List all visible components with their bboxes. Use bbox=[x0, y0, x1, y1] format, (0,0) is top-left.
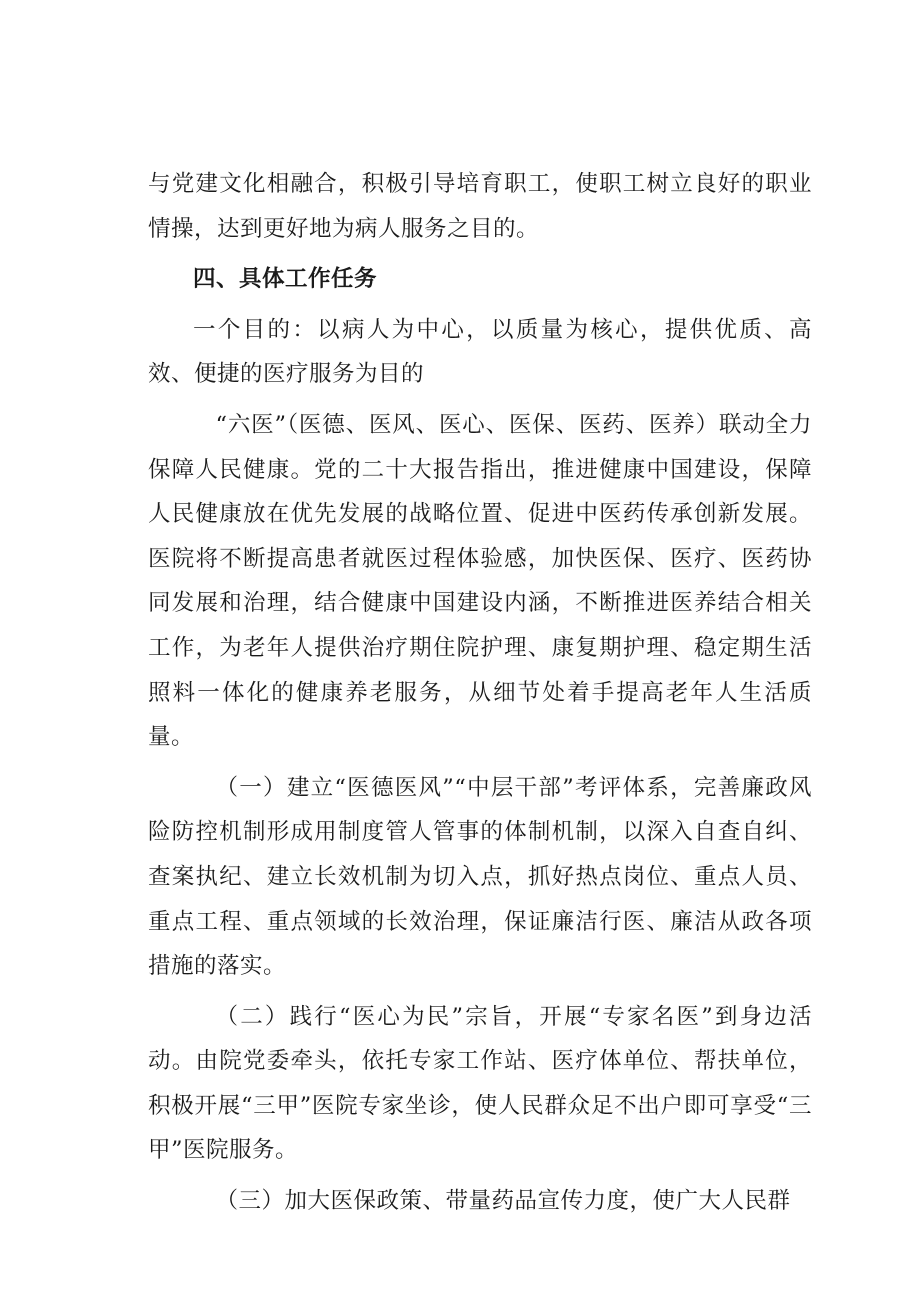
document-body bbox=[148, 162, 812, 1224]
paragraph-item-2: （二）践行“医心为民”宗旨，开展“专家名医”到身边活动。由院党委牵头，依托专家工作站、医疗体单位、帮扶单位，积极开展“三甲”医院专家坐诊，使人民群众足不出户即可享受“三甲”医院服务。 bbox=[148, 1003, 812, 1164]
paragraph-item-3: （三）加大医保政策、带量药品宣传力度，使广大人民群 bbox=[215, 1188, 791, 1215]
paragraph-goal: 一个目的：以病人为中心，以质量为核心，提供优质、高效、便捷的医疗服务为目的 bbox=[148, 316, 812, 388]
section-heading: 四、具体工作任务 bbox=[193, 266, 378, 293]
paragraph-continuation: 与党建文化相融合，积极引导培育职工，使职工树立良好的职业情操，达到更好地为病人服务之目的。 bbox=[148, 171, 812, 242]
paragraph-item-1: （一）建立“医德医风”“中层干部”考评体系，完善廉政风险防控机制形成用制度管人管事的体制机制，以深入自查自纠、查案执纪、建立长效机制为切入点，抓好热点岗位、重点人员、重点工程、重点领域的长效治理，保证廉洁行医、廉洁从政各项措施的落实。 bbox=[148, 774, 812, 980]
paragraph-six-medicine: “六医”（医德、医风、医心、医保、医药、医养）联动全力保障人民健康。党的二十大报告指出，推进健康中国建设，保障人民健康放在优先发展的战略位置、促进中医药传承创新发展。医院将不断提高患者就医过程体验感，加快医保、医疗、医药协同发展和治理，结合健康中国建设内涵，不断推进医养结合相关工作，为老年人提供治疗期住院护理、康复期护理、稳定期生活照料一体化的健康养老服务，从细节处着手提高老年人生活质量。 bbox=[148, 411, 812, 751]
